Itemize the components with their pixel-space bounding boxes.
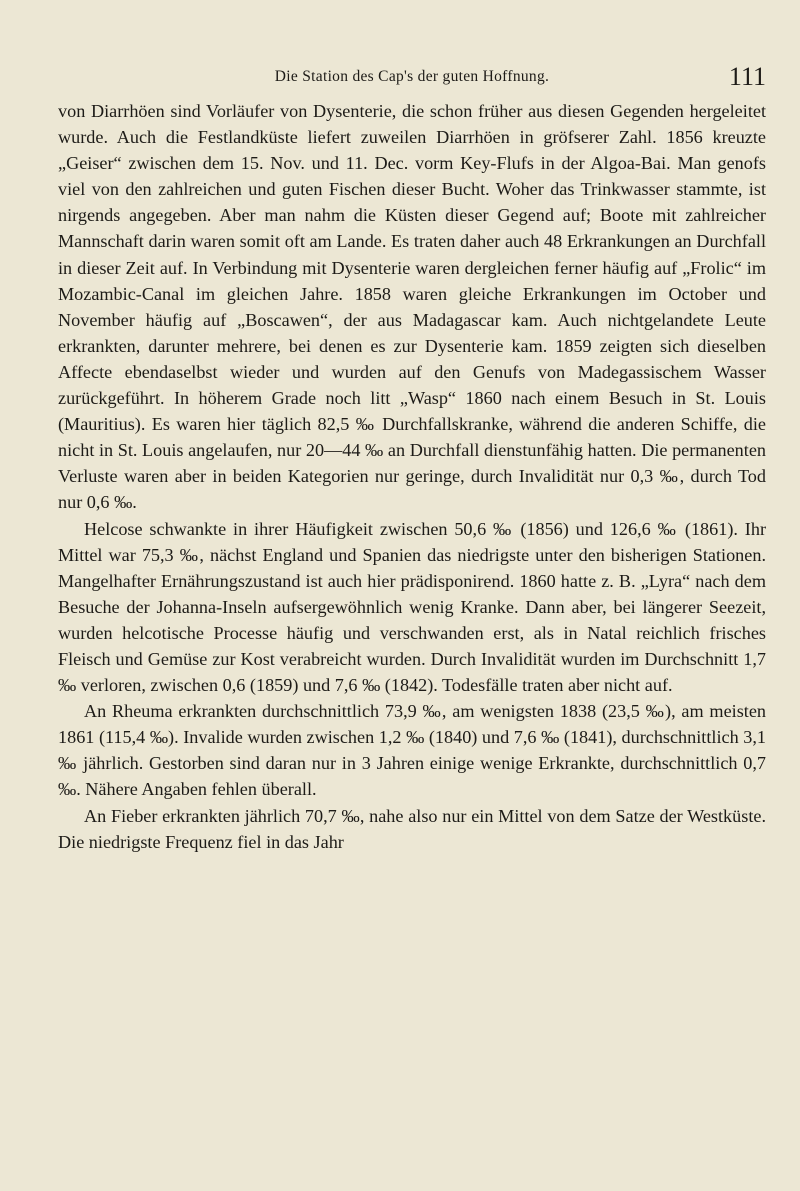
page-number: 111 xyxy=(728,62,766,91)
paragraph-diarrhoea: von Diarrhöen sind Vorläufer von Dysenterie, die schon früher aus diesen Gegenden hergeleitet wurde. Auch die Festlandküste liefert zuweilen Diarrhöen in gröfserer Zahl. 1856 kreuzte „Geiser“ zwischen dem 15. Nov. und 11. Dec. vorm Key-Flufs in der Algoa-Bai. Man genofs viel von den zahlreichen und guten Fischen dieser Bucht. Woher das Trinkwasser stammte, ist nirgends angegeben. Aber man nahm die Küsten dieser Gegend auf; Boote mit zahlreicher Mannschaft darin waren somit oft am Lande. Es traten daher auch 48 Erkrankungen an Durchfall in dieser Zeit auf. In Verbindung mit Dysenterie waren dergleichen ferner häufig auf „Frolic“ im Mozambic-Canal im gleichen Jahre. 1858 waren gleiche Erkrankungen im October und November häufig auf „Boscawen“, der aus Madagascar kam. Auch nichtgelandete Leute erkrankten, darunter mehrere, bei denen es zur Dysenterie kam. 1859 zeigten sich dieselben Affecte ebendaselbst wieder und wurden auf den Genufs von Madegassischem Wasser zurückgeführt. In höherem Grade noch litt „Wasp“ 1860 nach einem Besuch in St. Louis (Mauritius). Es waren hier täglich 82,5 ‰ Durchfallskranke, während die anderen Schiffe, die nicht in St. Louis angelaufen, nur 20—44 ‰ an Durchfall dienstunfähig hatten. Die permanenten Verluste waren aber in beiden Kategorien nur geringe, durch Invalidität nur 0,3 ‰, durch Tod nur 0,6 ‰. xyxy=(58,101,766,513)
paragraph-helcose: Helcose schwankte in ihrer Häufigkeit zwischen 50,6 ‰ (1856) und 126,6 ‰ (1861). Ihr Mittel war 75,3 ‰, nächst England und Spanien das niedrigste unter den bisherigen Stationen. Mangelhafter Ernährungszustand ist auch hier prädisponirend. 1860 hatte z. B. „Lyra“ nach dem Besuche der Johanna-Inseln aufsergewöhnlich wenig Kranke. Dann aber, bei längerer Seezeit, wurden helcotische Processe häufig und verschwanden erst, als in Natal reichlich frisches Fleisch und Gemüse zur Kost verabreicht wurden. Durch Invalidität wurden im Durchschnitt 1,7 ‰ verloren, zwischen 0,6 (1859) und 7,6 ‰ (1842). Todesfälle traten aber nicht auf. xyxy=(58,518,766,696)
running-head: Die Station des Cap's der guten Hoffnung. xyxy=(274,68,550,85)
paragraph-rheuma: An Rheuma erkrankten durchschnittlich 73,9 ‰, am wenigsten 1838 (23,5 ‰), am meisten 1861 (115,4 ‰). Invalide wurden zwischen 1,2 ‰ (1840) und 7,6 ‰ (1841), durchschnittlich 3,1 ‰ jährlich. Gestorben sind daran nur in 3 Jahren einige wenige Erkrankte, durchschnittlich 0,7 ‰. Nähere Angaben fehlen überall. xyxy=(58,701,766,800)
paragraph-fieber: An Fieber erkrankten jährlich 70,7 ‰, nahe also nur ein Mittel von dem Satze der Westküste. Die niedrigste Frequenz fiel in das Jahr xyxy=(58,805,766,852)
page-header xyxy=(58,64,766,98)
book-page xyxy=(58,64,766,855)
body-text xyxy=(58,98,766,855)
